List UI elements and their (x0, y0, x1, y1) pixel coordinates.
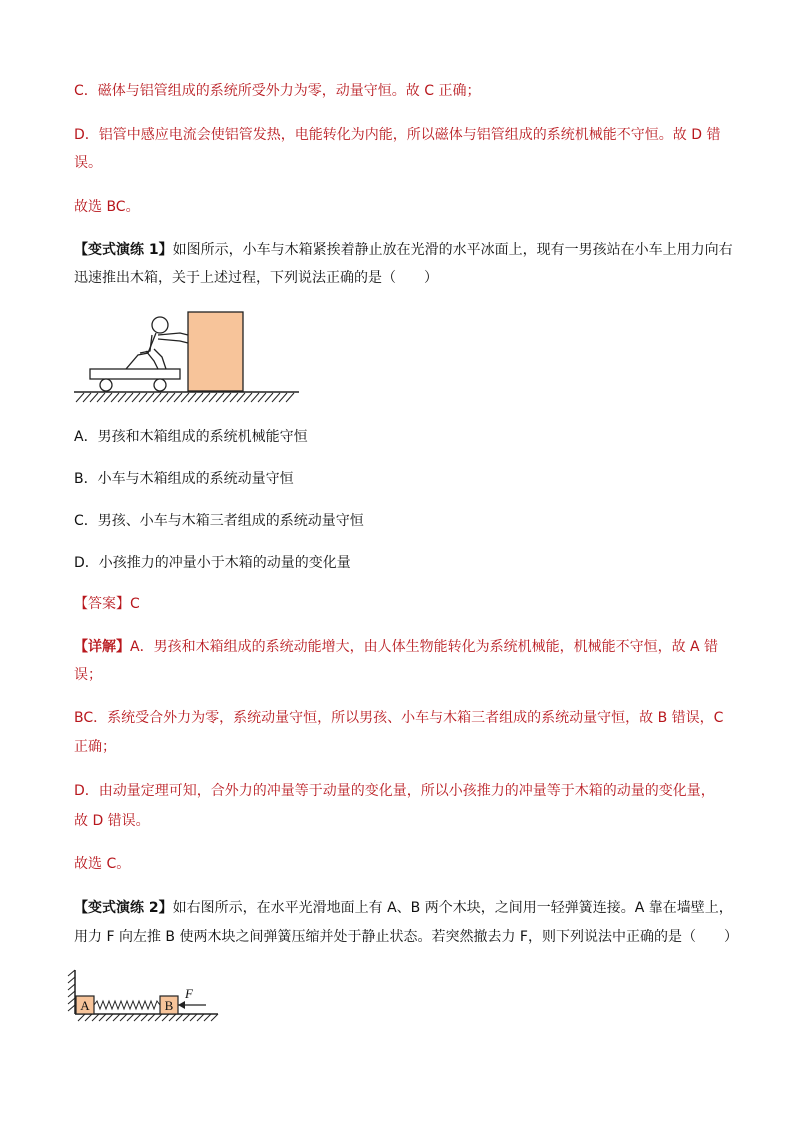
q2-tag: 【变式演练 2】 (74, 900, 173, 916)
spring (94, 1001, 160, 1009)
q2-stem-text1: 如右图所示，在水平光滑地面上有 A、B 两个木块，之间用一轻弹簧连接。A 靠在墙壁上， (172, 900, 733, 916)
q2-stem-line1 (74, 898, 733, 918)
q1-option-b: B．小车与木箱组成的系统动量守恒 (74, 471, 294, 487)
floor-hatch (78, 1014, 218, 1021)
q2-figure-spring-blocks (66, 966, 226, 1024)
q1-detail-a-line1 (74, 637, 718, 657)
prev-option-d-explanation-line2: 误。 (74, 155, 102, 171)
prev-option-d-explanation-line1: D．铝管中感应电流会使铝管发热，电能转化为内能，所以磁体与铝管组成的系统机械能不守恒。故 D 错 (74, 127, 721, 143)
q1-stem-text1: 如图所示，小车与木箱紧挨着静止放在光滑的水平冰面上，现有一男孩站在小车上用力向右 (172, 242, 733, 258)
force-label: F (185, 986, 193, 1001)
wooden-box (188, 312, 243, 391)
ground-hatch (76, 393, 294, 402)
block-b-label: B (164, 998, 174, 1013)
q1-detail-bc-line1: BC．系统受合外力为零，系统动量守恒，所以男孩、小车与木箱三者组成的系统动量守恒，故 B 错误，C (74, 710, 724, 726)
q1-conclusion: 故选 C。 (74, 856, 131, 872)
q1-answer: 【答案】C (74, 596, 140, 612)
q1-stem-line2: 迅速推出木箱，关于上述过程，下列说法正确的是（ ） (74, 270, 438, 286)
q1-detail-bc-line2: 正确； (74, 739, 116, 755)
q1-tag: 【变式演练 1】 (74, 242, 173, 258)
q1-option-d: D．小孩推力的冲量小于木箱的动量的变化量 (74, 555, 351, 571)
wall-hatch (68, 970, 75, 1011)
cart-wheel-right (154, 379, 166, 391)
cart-platform (90, 369, 180, 379)
q1-figure-cart-box (70, 305, 305, 405)
q1-detail-d-line2: 故 D 错误。 (74, 813, 150, 829)
q1-detail-a-text: A．男孩和木箱组成的系统动能增大，由人体生物能转化为系统机械能，机械能不守恒，故 A 错 (130, 639, 719, 655)
q1-option-c: C．男孩、小车与木箱三者组成的系统动量守恒 (74, 513, 364, 529)
prev-option-c-explanation: C．磁体与铝管组成的系统所受外力为零，动量守恒。故 C 正确； (74, 83, 481, 99)
q2-stem-line2: 用力 F 向左推 B 使两木块之间弹簧压缩并处于静止状态。若突然撤去力 F，则下列说法中正确的是（ ） (74, 929, 738, 945)
cart-wheel-left (100, 379, 112, 391)
q1-detail-a-line2: 误； (74, 667, 102, 683)
force-arrow-head (178, 1001, 185, 1009)
q1-detail-tag: 【详解】 (74, 639, 130, 655)
prev-conclusion: 故选 BC。 (74, 199, 140, 215)
q1-option-a: A．男孩和木箱组成的系统机械能守恒 (74, 429, 308, 445)
q1-stem-line1 (74, 240, 733, 260)
block-a-label: A (80, 998, 90, 1013)
q1-detail-d-line1: D．由动量定理可知，合外力的冲量等于动量的变化量，所以小孩推力的冲量等于木箱的动量的变化量， (74, 783, 715, 799)
boy-figure (126, 317, 188, 369)
